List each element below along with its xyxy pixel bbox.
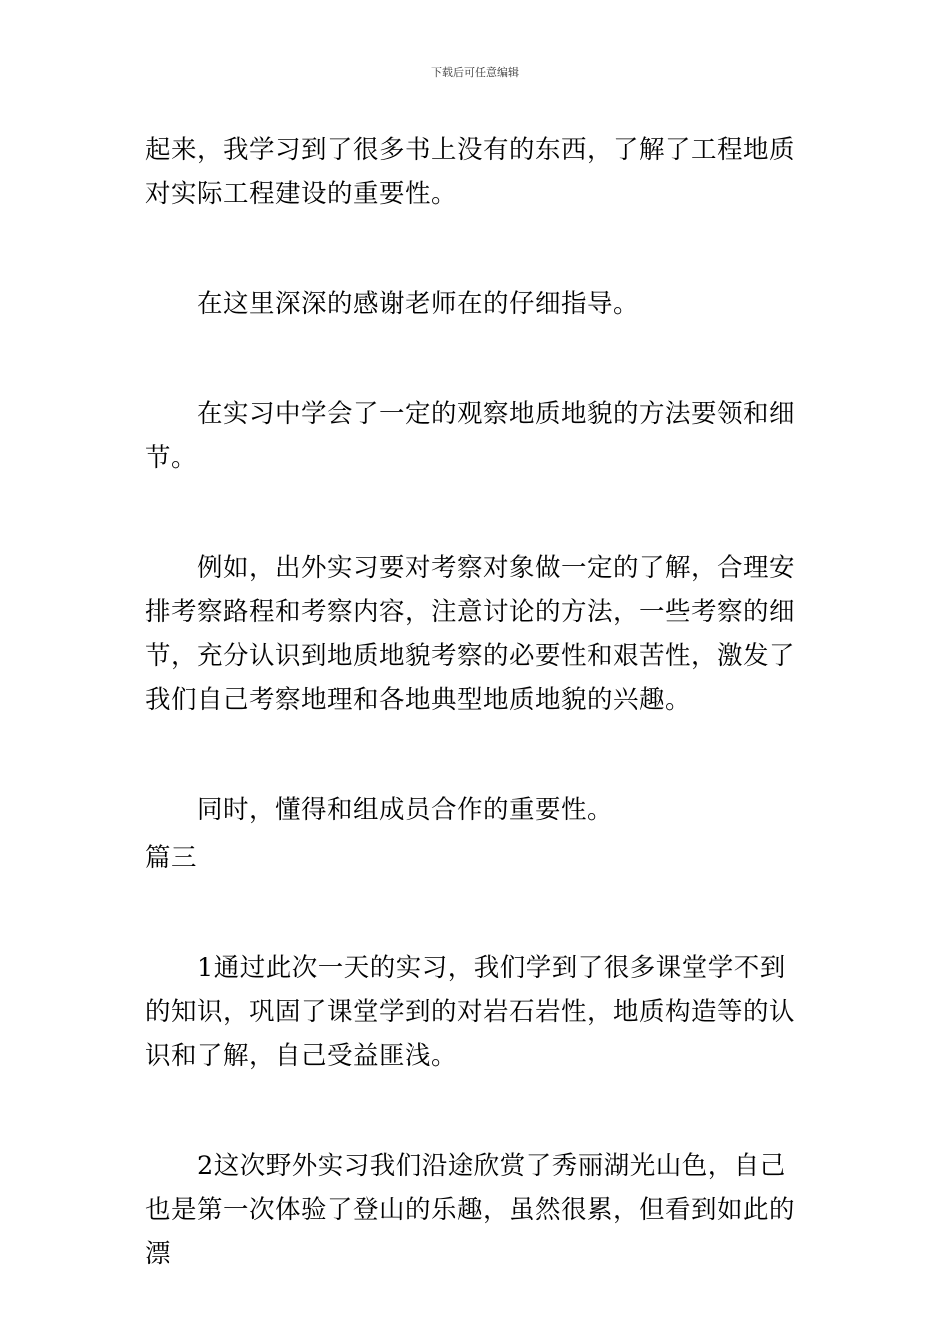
paragraph-thanks: 在这里深深的感谢老师在的仔细指导。 <box>197 289 640 319</box>
document-body <box>145 128 807 1276</box>
paragraph-point-2: 2这次野外实习我们沿途欣赏了秀丽湖光山色，自己也是第一次体验了登山的乐趣，虽然很累，但看到如此的漂 <box>145 1151 796 1269</box>
paragraph-point-1: 1通过此次一天的实习，我们学到了很多课堂学不到的知识，巩固了课堂学到的对岩石岩性，地质构造等的认识和了解，自己受益匪浅。 <box>145 953 796 1071</box>
section-heading: 篇三 <box>145 843 198 873</box>
paragraph-methods: 在实习中学会了一定的观察地质地貌的方法要领和细节。 <box>145 399 796 473</box>
paragraph-continued: 起来，我学习到了很多书上没有的东西，了解了工程地质对实际工程建设的重要性。 <box>145 135 796 209</box>
paragraph-cooperation: 同时，懂得和组成员合作的重要性。 <box>197 795 614 825</box>
paragraph-example: 例如，出外实习要对考察对象做一定的了解，合理安排考察路程和考察内容，注意讨论的方法，一些考察的细节，充分认识到地质地貌考察的必要性和艰苦性，激发了我们自己考察地理和各地典型地质地貌的兴趣。 <box>145 553 796 715</box>
header-note: 下载后可任意编辑 <box>431 66 519 79</box>
